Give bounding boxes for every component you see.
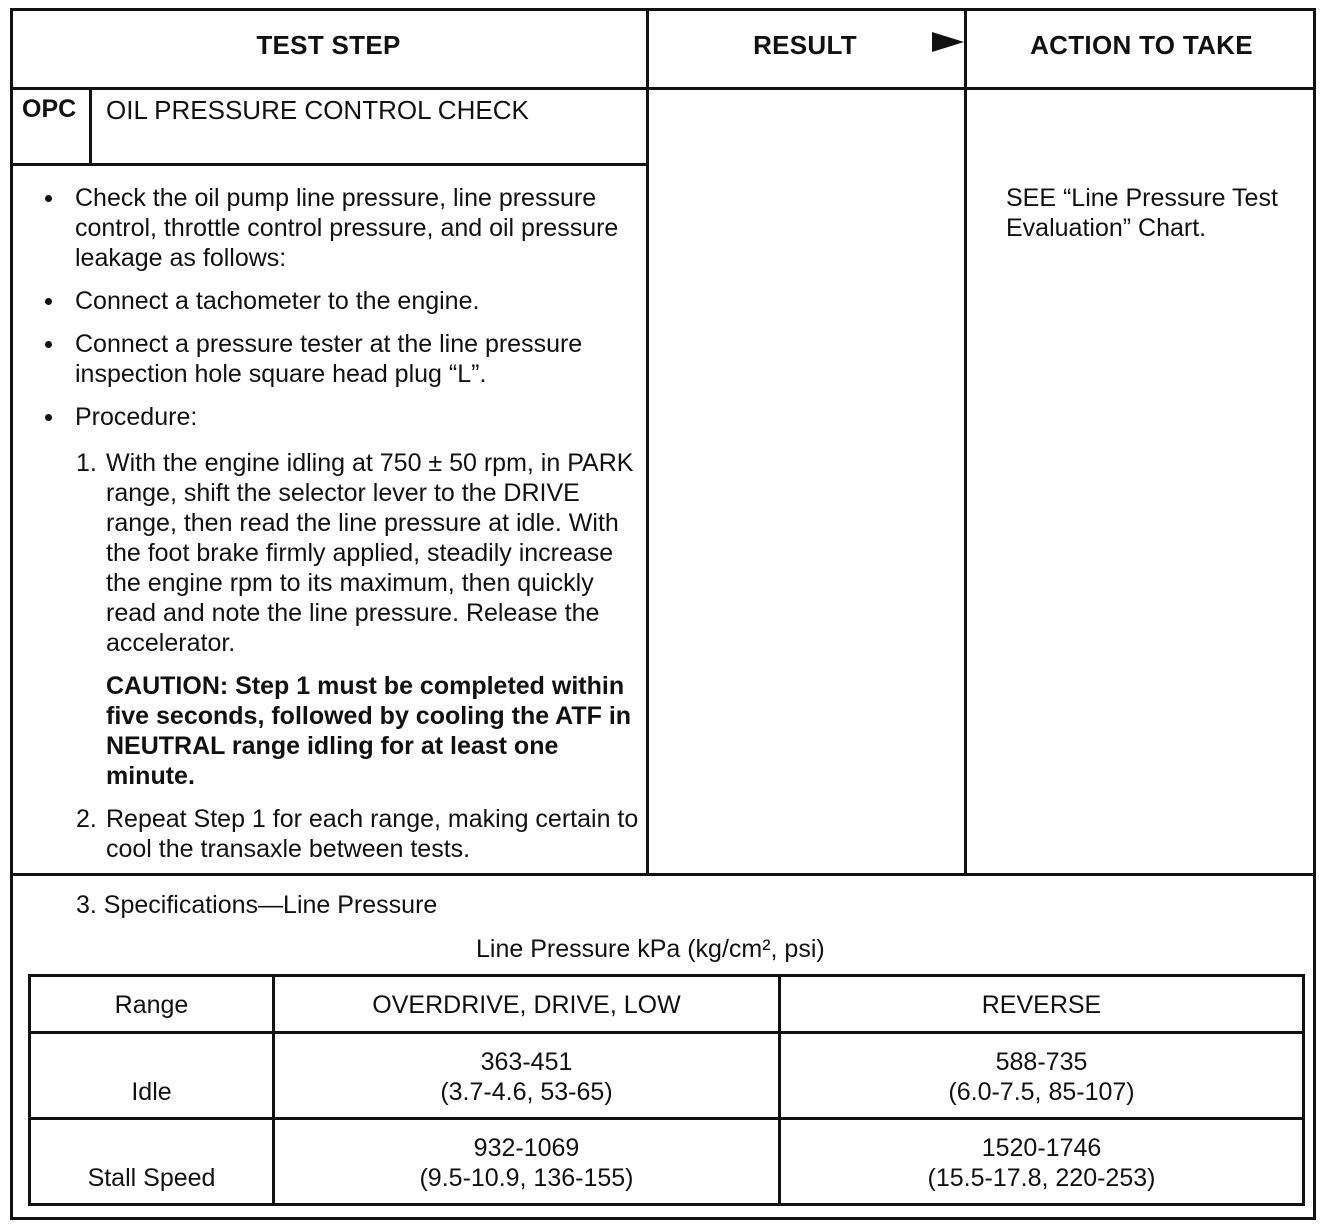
- result-arrow-icon: [932, 32, 964, 52]
- table-cell-drive: [275, 1047, 778, 1107]
- header-action-to-take: ACTION TO TAKE: [1030, 30, 1253, 60]
- column-divider-right: [964, 8, 967, 876]
- table-cell-drive: [275, 1133, 778, 1193]
- table-header-drive: OVERDRIVE, DRIVE, LOW: [372, 991, 681, 1019]
- table-cell-reverse: [781, 1133, 1302, 1193]
- table-row-divider: [28, 1117, 1305, 1120]
- step-2: [76, 804, 646, 864]
- bullet-text: Procedure:: [75, 403, 198, 431]
- drive-kpa: 363-451: [480, 1048, 573, 1076]
- bullet-dot-icon: [45, 298, 52, 305]
- action-text: SEE “Line Pressure Test Evaluation” Chart.: [1006, 184, 1278, 242]
- table-cell-range: Idle: [131, 1078, 172, 1106]
- step-1: [76, 448, 646, 658]
- caution-note: CAUTION: Step 1 must be completed within five seconds, followed by cooling the ATF in NEUTRAL range idling for at least one minute.: [106, 672, 632, 790]
- test-title: OIL PRESSURE CONTROL CHECK: [106, 95, 529, 125]
- bullet-dot-icon: [45, 341, 52, 348]
- table-border-bottom: [28, 1203, 1305, 1206]
- bullet-item: [40, 183, 640, 273]
- procedure-steps: [76, 448, 646, 877]
- reverse-alt-units: (15.5-17.8, 220-253): [927, 1164, 1156, 1192]
- table-border-top: [28, 974, 1305, 977]
- table-header-range: Range: [114, 991, 189, 1019]
- bullet-text: Connect a tachometer to the engine.: [75, 287, 480, 315]
- step-text: With the engine idling at 750 ± 50 rpm, in PARK range, shift the selector lever to the DRIVE range, then read the line pressure at idle. With the foot brake firmly applied, steadily increase the engine rpm to its maximum, then quickly read and note the line pressure. Release the accelerator.: [106, 449, 634, 657]
- test-code: OPC: [22, 95, 77, 123]
- table-caption: Line Pressure kPa (kg/cm², psi): [476, 935, 825, 963]
- reverse-kpa: 588-735: [995, 1048, 1088, 1076]
- opc-code-divider: [89, 87, 92, 164]
- bullet-dot-icon: [45, 414, 52, 421]
- opc-title-divider: [10, 163, 647, 166]
- step-number: 2.: [76, 805, 97, 833]
- bullet-item: [40, 329, 640, 389]
- bullet-dot-icon: [45, 195, 52, 202]
- procedure-bullet-list: [40, 183, 640, 445]
- drive-alt-units: (9.5-10.9, 136-155): [419, 1164, 634, 1192]
- table-cell-range: Stall Speed: [87, 1164, 216, 1192]
- table-header-reverse: REVERSE: [981, 991, 1102, 1019]
- table-border-right: [1302, 974, 1305, 1206]
- header-result: RESULT: [753, 30, 857, 60]
- table-row-divider: [28, 1031, 1305, 1034]
- specifications-heading: 3. Specifications—Line Pressure: [76, 891, 438, 919]
- drive-alt-units: (3.7-4.6, 53-65): [440, 1078, 613, 1106]
- column-divider-left: [646, 8, 649, 876]
- bullet-item: [40, 402, 640, 432]
- bullet-text: Check the oil pump line pressure, line pressure control, throttle control pressure, and oil pressure leakage as follows:: [75, 184, 619, 272]
- reverse-alt-units: (6.0-7.5, 85-107): [948, 1078, 1135, 1106]
- header-divider: [10, 87, 1316, 90]
- step-number: 1.: [76, 449, 97, 477]
- bullet-text: Connect a pressure tester at the line pressure inspection hole square head plug “L”.: [75, 330, 583, 388]
- table-cell-reverse: [781, 1047, 1302, 1107]
- step-text: Repeat Step 1 for each range, making certain to cool the transaxle between tests.: [106, 805, 639, 863]
- header-test-step: TEST STEP: [256, 30, 401, 60]
- reverse-kpa: 1520-1746: [981, 1134, 1102, 1162]
- bullet-item: [40, 286, 640, 316]
- drive-kpa: 932-1069: [473, 1134, 580, 1162]
